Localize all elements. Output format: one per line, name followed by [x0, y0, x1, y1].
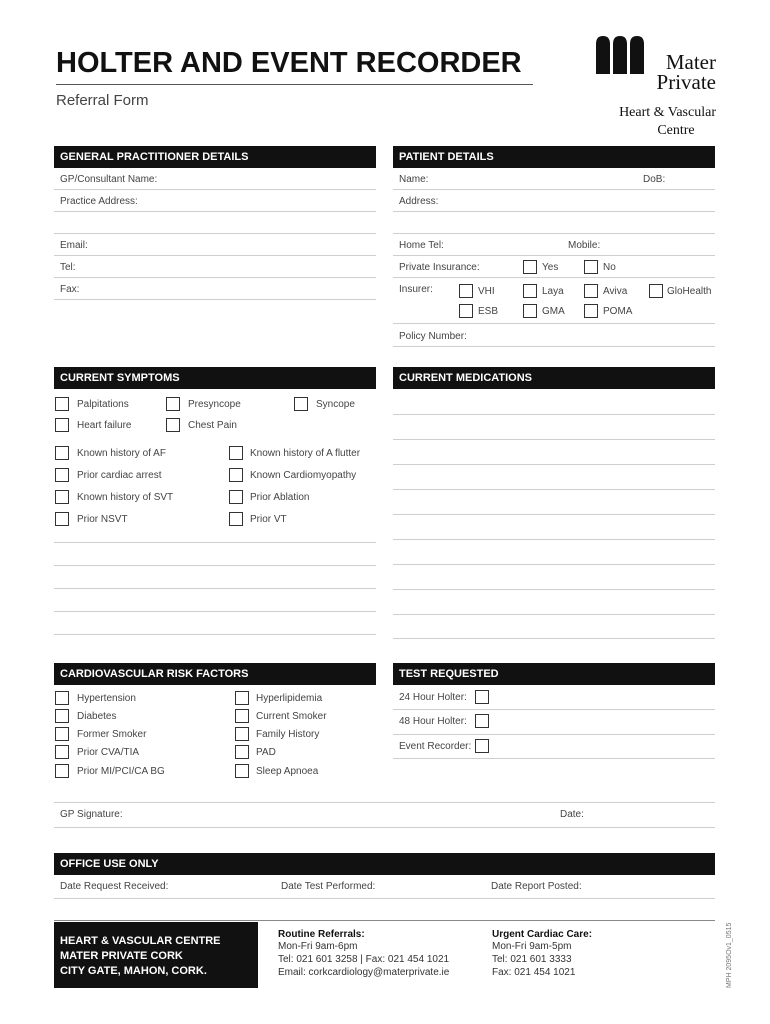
insurance-yes-checkbox[interactable]	[523, 260, 537, 274]
medication-line-6[interactable]	[393, 539, 715, 540]
patient-address-field-1[interactable]	[393, 211, 715, 212]
logo-dept-1: Heart & Vascular	[619, 105, 716, 120]
medication-line-8[interactable]	[393, 589, 715, 590]
syncope-label: Syncope	[316, 399, 355, 410]
insurer-poma-label: POMA	[603, 306, 633, 317]
medication-line-10[interactable]	[393, 638, 715, 639]
symptoms-notes-line-1[interactable]	[54, 542, 376, 543]
prior-cva-tia-checkbox[interactable]	[55, 745, 69, 759]
holter-48-checkbox[interactable]	[475, 714, 489, 728]
gp-email-label: Email:	[60, 240, 88, 251]
gp-signature-label: GP Signature:	[60, 809, 123, 820]
current-smoker-checkbox[interactable]	[235, 709, 249, 723]
prior-cardiac-arrest-checkbox[interactable]	[55, 468, 69, 482]
symptoms-notes-line-4[interactable]	[54, 611, 376, 612]
symptoms-notes-line-5[interactable]	[54, 634, 376, 635]
known-svt-label: Known history of SVT	[77, 492, 174, 503]
logo-name-2: Private	[656, 70, 716, 94]
hypertension-checkbox[interactable]	[55, 691, 69, 705]
palpitations-checkbox[interactable]	[55, 397, 69, 411]
logo-dept-2: Centre	[657, 123, 695, 138]
insurer-gma-label: GMA	[542, 306, 565, 317]
insurance-divider	[393, 277, 715, 278]
current-symptoms-heading: CURRENT SYMPTOMS	[54, 367, 376, 389]
routine-email: Email: corkcardiology@materprivate.ie	[278, 967, 450, 978]
heart-failure-label: Heart failure	[77, 420, 132, 431]
prior-mi-pci-label: Prior MI/PCI/CA BG	[77, 766, 165, 777]
date-report-posted-label: Date Report Posted:	[491, 881, 582, 892]
insurance-no-label: No	[603, 262, 616, 273]
home-tel-field[interactable]	[393, 255, 715, 256]
known-svt-checkbox[interactable]	[55, 490, 69, 504]
event-recorder-label: Event Recorder:	[399, 741, 472, 752]
insurer-poma-checkbox[interactable]	[584, 304, 598, 318]
known-a-flutter-checkbox[interactable]	[229, 446, 243, 460]
test-requested-heading: TEST REQUESTED	[393, 663, 715, 685]
palpitations-label: Palpitations	[77, 399, 129, 410]
urgent-care-block	[492, 929, 682, 979]
sleep-apnoea-label: Sleep Apnoea	[256, 766, 319, 777]
risk-factors-heading: CARDIOVASCULAR RISK FACTORS	[54, 663, 376, 685]
family-history-label: Family History	[256, 729, 320, 740]
medication-line-9[interactable]	[393, 614, 715, 615]
insurer-esb-checkbox[interactable]	[459, 304, 473, 318]
medication-line-2[interactable]	[393, 439, 715, 440]
routine-hours: Mon-Fri 9am-6pm	[278, 941, 358, 952]
insurer-esb-label: ESB	[478, 306, 499, 317]
pad-label: PAD	[256, 747, 276, 758]
family-history-checkbox[interactable]	[235, 727, 249, 741]
centre-address-box	[54, 922, 258, 988]
insurance-no-checkbox[interactable]	[584, 260, 598, 274]
gp-fax-field[interactable]	[54, 299, 376, 300]
mater-logo-icon	[596, 36, 644, 74]
prior-vt-checkbox[interactable]	[229, 512, 243, 526]
holter-24-divider	[393, 709, 715, 710]
medication-line-3[interactable]	[393, 464, 715, 465]
prior-nsvt-checkbox[interactable]	[55, 512, 69, 526]
symptoms-notes-line-2[interactable]	[54, 565, 376, 566]
centre-address-line-2: MATER PRIVATE CORK	[60, 950, 183, 962]
insurer-laya-checkbox[interactable]	[523, 284, 537, 298]
holter-24-checkbox[interactable]	[475, 690, 489, 704]
prior-nsvt-label: Prior NSVT	[77, 514, 128, 525]
heart-failure-checkbox[interactable]	[55, 418, 69, 432]
prior-cva-tia-label: Prior CVA/TIA	[77, 747, 140, 758]
known-af-label: Known history of AF	[77, 448, 166, 459]
gp-address-field-1[interactable]	[54, 211, 376, 212]
prior-vt-label: Prior VT	[250, 514, 287, 525]
gp-tel-field[interactable]	[54, 277, 376, 278]
patient-details-heading: PATIENT DETAILS	[393, 146, 715, 168]
office-use-heading: OFFICE USE ONLY	[54, 853, 715, 875]
presyncope-checkbox[interactable]	[166, 397, 180, 411]
insurer-label: Insurer:	[399, 284, 433, 295]
form-code: MPH 2095Ov1_0515	[726, 922, 733, 988]
gp-email-field[interactable]	[54, 255, 376, 256]
insurer-vhi-checkbox[interactable]	[459, 284, 473, 298]
known-cardiomyopathy-label: Known Cardiomyopathy	[250, 470, 357, 481]
urgent-hours: Mon-Fri 9am-5pm	[492, 941, 572, 952]
routine-tel-fax: Tel: 021 601 3258 | Fax: 021 454 1021	[278, 954, 450, 965]
known-cardiomyopathy-checkbox[interactable]	[229, 468, 243, 482]
date-test-performed-label: Date Test Performed:	[281, 881, 376, 892]
insurer-divider	[393, 323, 715, 324]
insurer-glohealth-checkbox[interactable]	[649, 284, 663, 298]
patient-name-label: Name:	[399, 174, 429, 185]
footer-rule	[54, 920, 715, 921]
page-title: HOLTER AND EVENT RECORDER	[56, 47, 522, 79]
holter-48-label: 48 Hour Holter:	[399, 716, 467, 727]
patient-address-field-2[interactable]	[393, 233, 715, 234]
home-tel-label: Home Tel:	[399, 240, 444, 251]
routine-referrals-heading: Routine Referrals:	[278, 929, 365, 940]
medication-line-4[interactable]	[393, 489, 715, 490]
gp-fax-label: Fax:	[60, 284, 80, 295]
hypertension-label: Hypertension	[77, 693, 136, 704]
centre-address-line-3: CITY GATE, MAHON, CORK.	[60, 965, 207, 977]
prior-cardiac-arrest-label: Prior cardiac arrest	[77, 470, 162, 481]
symptoms-notes-line-3[interactable]	[54, 588, 376, 589]
sleep-apnoea-checkbox[interactable]	[235, 764, 249, 778]
hyperlipidemia-checkbox[interactable]	[235, 691, 249, 705]
insurer-laya-label: Laya	[542, 286, 564, 297]
gp-name-field[interactable]	[54, 189, 376, 190]
syncope-checkbox[interactable]	[294, 397, 308, 411]
insurer-aviva-label: Aviva	[603, 286, 628, 297]
title-rule	[56, 84, 533, 85]
insurer-aviva-checkbox[interactable]	[584, 284, 598, 298]
urgent-tel: Tel: 021 601 3333	[492, 954, 572, 965]
event-recorder-checkbox[interactable]	[475, 739, 489, 753]
signature-date-label: Date:	[560, 809, 584, 820]
gp-address-field-2[interactable]	[54, 233, 376, 234]
urgent-fax: Fax: 021 454 1021	[492, 967, 576, 978]
presyncope-label: Presyncope	[188, 399, 241, 410]
insurer-vhi-label: VHI	[478, 286, 495, 297]
gp-signature-field[interactable]	[54, 827, 715, 828]
pad-checkbox[interactable]	[235, 745, 249, 759]
prior-ablation-label: Prior Ablation	[250, 492, 310, 503]
policy-number-field[interactable]	[393, 346, 715, 347]
page-subtitle: Referral Form	[56, 92, 149, 109]
diabetes-label: Diabetes	[77, 711, 117, 722]
patient-dob-label: DoB:	[643, 174, 666, 185]
gp-name-label: GP/Consultant Name:	[60, 174, 158, 185]
policy-number-label: Policy Number:	[399, 331, 467, 342]
date-request-received-label: Date Request Received:	[60, 881, 169, 892]
patient-address-label: Address:	[399, 196, 439, 207]
current-medications-heading: CURRENT MEDICATIONS	[393, 367, 715, 389]
mobile-label: Mobile:	[568, 240, 601, 251]
former-smoker-label: Former Smoker	[77, 729, 147, 740]
medication-line-1[interactable]	[393, 414, 715, 415]
hyperlipidemia-label: Hyperlipidemia	[256, 693, 323, 704]
logo-name-1: Mater	[665, 50, 716, 74]
private-insurance-label: Private Insurance:	[399, 262, 480, 273]
office-use-field[interactable]	[54, 898, 715, 899]
event-recorder-divider	[393, 758, 715, 759]
current-smoker-label: Current Smoker	[256, 711, 327, 722]
chest-pain-label: Chest Pain	[188, 420, 237, 431]
prior-ablation-checkbox[interactable]	[229, 490, 243, 504]
gp-address-label: Practice Address:	[60, 196, 138, 207]
holter-24-label: 24 Hour Holter:	[399, 692, 467, 703]
urgent-care-heading: Urgent Cardiac Care:	[492, 929, 593, 940]
routine-referrals-block	[278, 929, 478, 979]
gp-tel-label: Tel:	[60, 262, 76, 273]
chest-pain-checkbox[interactable]	[166, 418, 180, 432]
prior-mi-pci-checkbox[interactable]	[55, 764, 69, 778]
known-a-flutter-label: Known history of A flutter	[250, 448, 361, 459]
patient-name-field[interactable]	[393, 189, 715, 190]
insurance-yes-label: Yes	[542, 262, 559, 273]
holter-48-divider	[393, 734, 715, 735]
centre-address-line-1: HEART & VASCULAR CENTRE	[60, 935, 221, 947]
medication-line-7[interactable]	[393, 564, 715, 565]
signature-top-rule	[54, 802, 715, 803]
insurer-gma-checkbox[interactable]	[523, 304, 537, 318]
insurer-glohealth-label: GloHealth	[667, 286, 712, 297]
former-smoker-checkbox[interactable]	[55, 727, 69, 741]
gp-details-heading: GENERAL PRACTITIONER DETAILS	[54, 146, 376, 168]
diabetes-checkbox[interactable]	[55, 709, 69, 723]
known-af-checkbox[interactable]	[55, 446, 69, 460]
medication-line-5[interactable]	[393, 514, 715, 515]
